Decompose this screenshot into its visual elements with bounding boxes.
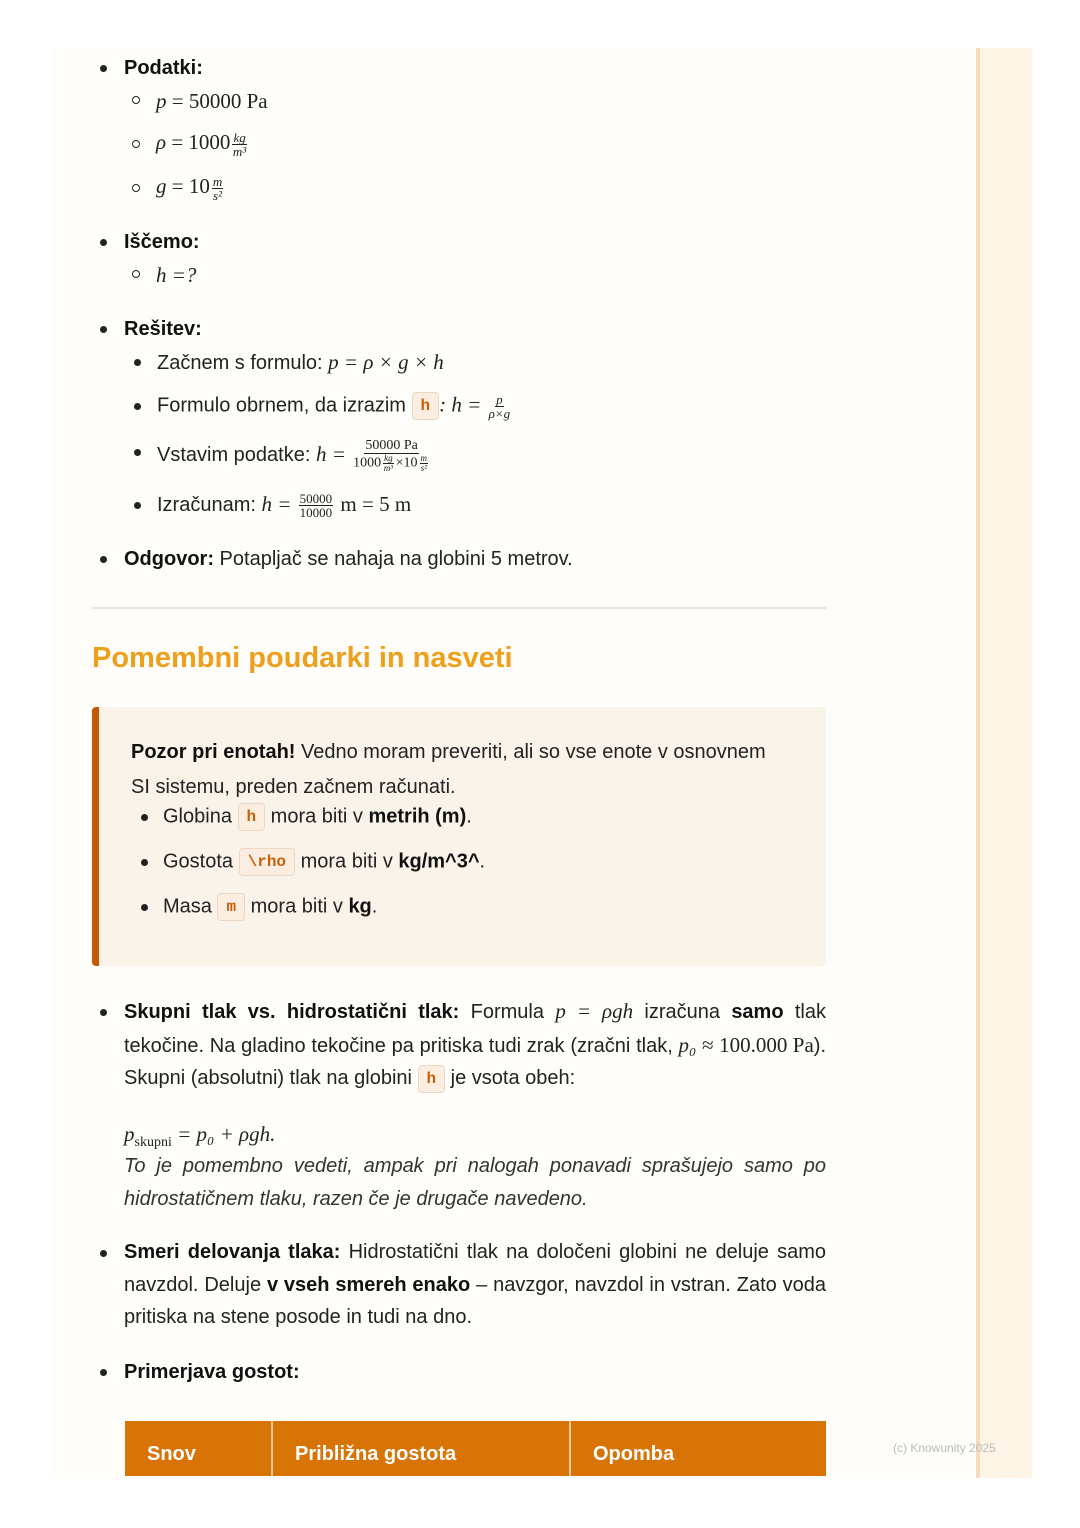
table-header: Približna gostota [272, 1421, 570, 1476]
unknown-h: h =? [156, 263, 197, 287]
total-pressure-formula: $p_{skupni} = p_0 + \rho gh$. [124, 1122, 276, 1151]
given-gravity: g = 10 $\frac{m}{\text{s²}}$ [156, 173, 223, 203]
table-header: Opomba [570, 1421, 826, 1476]
callout-text: Pozor pri enotah! Vedno moram preveriti, ali so vse enote v osnovnem SI sistemu, preden začnem računati. [131, 741, 766, 798]
resitev-label: Rešitev: [124, 318, 202, 340]
bullet [132, 96, 140, 104]
bullet [134, 502, 141, 509]
bullet [132, 270, 140, 278]
bullet [100, 1369, 107, 1376]
copyright: (c) Knowunity 2025 [893, 1441, 996, 1455]
bullet [141, 904, 148, 911]
bullet [100, 556, 107, 563]
bullet [134, 449, 141, 456]
bullet [100, 326, 107, 333]
total-pressure-paragraph: Skupni tlak vs. hidrostatični tlak: Formula p = ρgh izračuna samo tlak tekočine. Na gladino tekočine pa pritiska tudi zrak (zračni tlak, p₀ ≈ 100.000 Pa). Skupni (absolutni) tlak na globini h je vsota obeh: [124, 995, 826, 1095]
bullet [100, 239, 107, 246]
callout-item: Masa m mora biti v kg. [163, 893, 377, 921]
section-title: Pomembni poudarki in nasveti [92, 642, 513, 674]
pressure-direction-paragraph: Smeri delovanja tlaka: Hidrostatični tlak na določeni globini ne deluje samo navzdol. Deluje v vseh smereh enako – navzgor, navzdol in vstran. Zato voda pritiska na stene posode in tudi na dno. [124, 1241, 827, 1328]
answer: Odgovor: Potapljač se nahaja na globini 5 metrov. [124, 548, 573, 570]
step-4: Izračunam: h = $\frac{50000}{10000}$ m = 5 m [157, 491, 412, 521]
density-comparison-label: Primerjava gostot: [124, 1361, 300, 1383]
bullet [141, 859, 148, 866]
podatki-label: Podatki: [124, 57, 203, 79]
step-2: Formulo obrnem, da izrazim h : h = $\frac{p}{\rho\times g}$ [157, 391, 511, 421]
bullet [141, 814, 148, 821]
step-3: Vstavim podatke: h = 50000 Pa 1000 $\frac{kg}{\text{m³}}$ ×10 $\frac{m}{\text{s²}}$ [157, 438, 428, 473]
bullet [134, 403, 141, 410]
divider [92, 607, 826, 609]
bullet [132, 184, 140, 192]
step-1: Začnem s formulo: p = ρ × g × h [157, 350, 444, 374]
page-bottom [0, 1478, 1080, 1528]
callout-units [92, 707, 826, 966]
code-h: h [412, 392, 440, 420]
bullet [132, 140, 140, 148]
iscemo-label: Iščemo: [124, 231, 200, 253]
bullet [134, 359, 141, 366]
density-table [125, 1421, 826, 1476]
bullet [100, 1009, 107, 1016]
given-pressure: p = 50000 Pa [156, 89, 268, 113]
bullet [100, 65, 107, 72]
bullet [100, 1250, 107, 1257]
given-density: ρ = 1000 $\frac{kg}{\text{m³}}$ [156, 129, 247, 159]
callout-item: Gostota \rho mora biti v kg/m^3^. [163, 848, 485, 876]
side-strip [976, 48, 1032, 1478]
callout-item: Globina h mora biti v metrih (m). [163, 803, 472, 831]
note: To je pomembno vedeti, ampak pri nalogah ponavadi sprašujejo samo po hidrostatičnem tlaku, razen če je drugače navedeno. [124, 1155, 826, 1210]
table-header: Snov [125, 1421, 272, 1476]
